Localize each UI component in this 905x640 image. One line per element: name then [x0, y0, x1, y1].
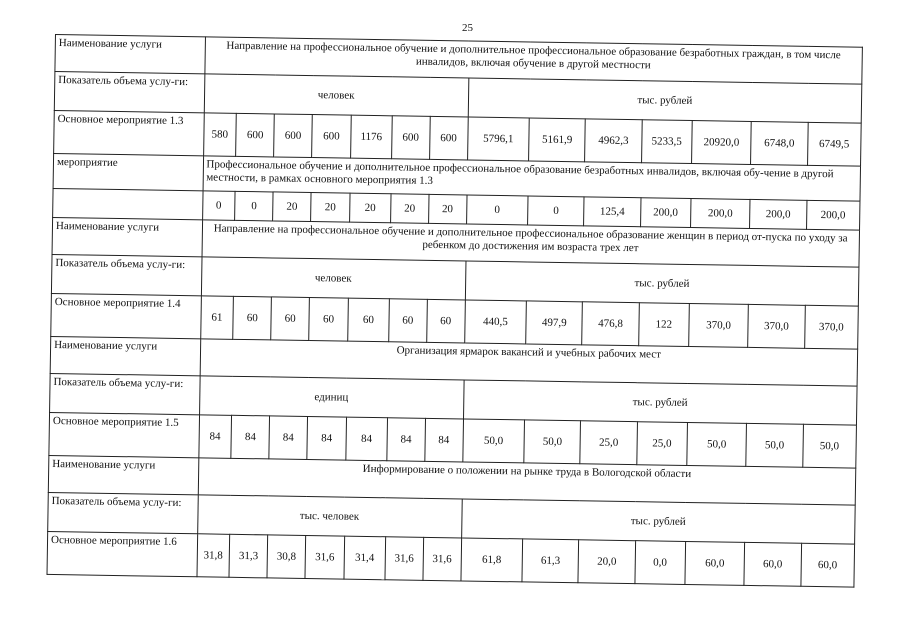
- people-value-cell: 60: [389, 299, 428, 343]
- sub-money-value-cell: 0: [528, 196, 585, 226]
- people-value-cell: 31,6: [385, 537, 424, 581]
- service-name-label: Наименование услуги: [50, 336, 200, 375]
- people-value-cell: 31,4: [344, 536, 386, 580]
- money-value-cell: 6749,5: [807, 122, 861, 166]
- sub-people-value-cell: 20: [428, 194, 466, 224]
- people-value-cell: 31,8: [196, 534, 229, 578]
- unit-people: человек: [204, 74, 469, 117]
- money-value-cell: 61,8: [461, 538, 523, 582]
- money-value-cell: 50,0: [462, 419, 524, 463]
- people-value-cell: 1176: [351, 115, 393, 159]
- indicator-label: Показатель объема услу-ги:: [51, 254, 201, 295]
- sub-money-value-cell: 125,4: [584, 197, 641, 227]
- empty-label-cell: [53, 188, 203, 219]
- money-value-cell: 6748,0: [751, 121, 808, 165]
- services-table-body: [47, 35, 862, 588]
- indicator-label: Показатель объема услу-ги:: [54, 72, 204, 113]
- sub-people-value-cell: 20: [311, 193, 350, 223]
- unit-money: тыс. рублей: [468, 78, 862, 123]
- measure-label: Основное мероприятие 1.6: [47, 531, 197, 576]
- money-value-cell: 370,0: [804, 305, 858, 349]
- people-value-cell: 600: [391, 116, 430, 160]
- money-value-cell: 370,0: [748, 304, 805, 348]
- people-value-cell: 60: [309, 298, 349, 342]
- people-value-cell: 84: [387, 418, 426, 462]
- sub-people-value-cell: 20: [390, 194, 428, 224]
- sub-money-value-cell: 200,0: [640, 198, 691, 228]
- service-name-label: Наименование услуги: [52, 217, 202, 256]
- sub-money-value-cell: 200,0: [750, 199, 807, 229]
- sub-people-value-cell: 0: [235, 191, 273, 221]
- money-value-cell: 50,0: [687, 422, 747, 466]
- service-name: Направление на профессиональное обучение и дополнительное профессиональное образование безработных граждан, в том числе инвалидов, включая обучение в другой местности: [204, 37, 862, 84]
- people-value-cell: 84: [346, 417, 388, 461]
- service-name: Информирование о положении на рынке труда в Вологодской области: [198, 458, 856, 505]
- service-name-label: Наименование услуги: [48, 455, 198, 494]
- money-value-cell: 476,8: [582, 302, 639, 346]
- money-value-cell: 25,0: [636, 422, 687, 466]
- people-value-cell: 60: [271, 297, 310, 341]
- unit-people: человек: [201, 257, 466, 300]
- sub-money-value-cell: 200,0: [806, 200, 860, 230]
- indicator-label: Показатель объема услу-ги:: [48, 492, 198, 533]
- page-number: 25: [462, 22, 473, 34]
- people-value-cell: 600: [429, 116, 468, 160]
- unit-people: единиц: [199, 376, 464, 419]
- money-value-cell: 497,9: [526, 301, 583, 345]
- people-value-cell: 84: [269, 416, 308, 460]
- people-value-cell: 60: [426, 299, 465, 343]
- unit-money: тыс. рублей: [463, 380, 857, 425]
- money-value-cell: 5796,1: [467, 117, 529, 161]
- people-value-cell: 31,3: [229, 534, 268, 578]
- money-value-cell: 60,0: [744, 542, 801, 586]
- sub-people-value-cell: 0: [202, 191, 235, 221]
- money-value-cell: 20,0: [578, 540, 635, 584]
- services-table-wrapper: [47, 34, 863, 588]
- money-value-cell: 440,5: [464, 300, 526, 344]
- money-value-cell: 25,0: [580, 421, 637, 465]
- services-table: [47, 34, 863, 588]
- sub-money-value-cell: 0: [466, 195, 528, 225]
- money-value-cell: 5233,5: [641, 120, 692, 164]
- sub-people-value-cell: 20: [273, 192, 311, 222]
- money-value-cell: 370,0: [689, 303, 749, 347]
- sub-money-value-cell: 200,0: [690, 199, 750, 229]
- money-value-cell: 50,0: [746, 423, 803, 467]
- people-value-cell: 60: [348, 298, 390, 342]
- people-value-cell: 600: [312, 115, 352, 159]
- people-value-cell: 31,6: [423, 537, 462, 581]
- money-value-cell: 61,3: [522, 539, 579, 583]
- money-value-cell: 50,0: [524, 420, 581, 464]
- people-value-cell: 84: [307, 417, 347, 461]
- service-name: Направление на профессиональное обучение и дополнительное профессиональное образование женщин в период от-пуска по уходу за ребенком до достижения им возраста трех лет: [202, 220, 860, 267]
- people-value-cell: 31,6: [305, 535, 345, 579]
- people-value-cell: 84: [198, 415, 231, 459]
- people-value-cell: 84: [231, 415, 270, 459]
- unit-money: тыс. рублей: [461, 499, 855, 544]
- people-value-cell: 60: [233, 296, 272, 340]
- people-value-cell: 600: [236, 113, 275, 157]
- people-value-cell: 30,8: [267, 535, 306, 579]
- money-value-cell: 50,0: [802, 424, 856, 468]
- measure-label: Основное мероприятие 1.5: [49, 412, 199, 457]
- sub-people-value-cell: 20: [350, 193, 391, 223]
- sub-measure-text: Профессиональное обучение и дополнительное профессиональное образование безработных инвалидов, включая обу-чение в другой местности, в рамках основного мероприятия 1.3: [203, 156, 861, 201]
- money-value-cell: 0,0: [635, 541, 686, 585]
- money-value-cell: 60,0: [685, 541, 745, 585]
- service-name-label: Наименование услуги: [55, 35, 205, 74]
- measure-label: Основное мероприятие 1.3: [54, 110, 204, 155]
- money-value-cell: 60,0: [800, 543, 854, 587]
- money-value-cell: 122: [638, 303, 689, 347]
- people-value-cell: 61: [200, 296, 233, 340]
- money-value-cell: 20920,0: [691, 121, 751, 165]
- money-value-cell: 4962,3: [585, 119, 642, 163]
- money-value-cell: 5161,9: [529, 118, 586, 162]
- people-value-cell: 84: [425, 418, 464, 462]
- measure-label: Основное мероприятие 1.4: [51, 293, 201, 338]
- indicator-label: Показатель объема услу-ги:: [50, 373, 200, 414]
- service-name: Организация ярмарок вакансий и учебных рабочих мест: [200, 339, 858, 386]
- people-value-cell: 580: [203, 113, 236, 157]
- unit-money: тыс. рублей: [465, 261, 859, 306]
- people-value-cell: 600: [274, 114, 313, 158]
- sub-measure-label: мероприятие: [53, 153, 203, 190]
- unit-people: тыс. человек: [197, 495, 462, 538]
